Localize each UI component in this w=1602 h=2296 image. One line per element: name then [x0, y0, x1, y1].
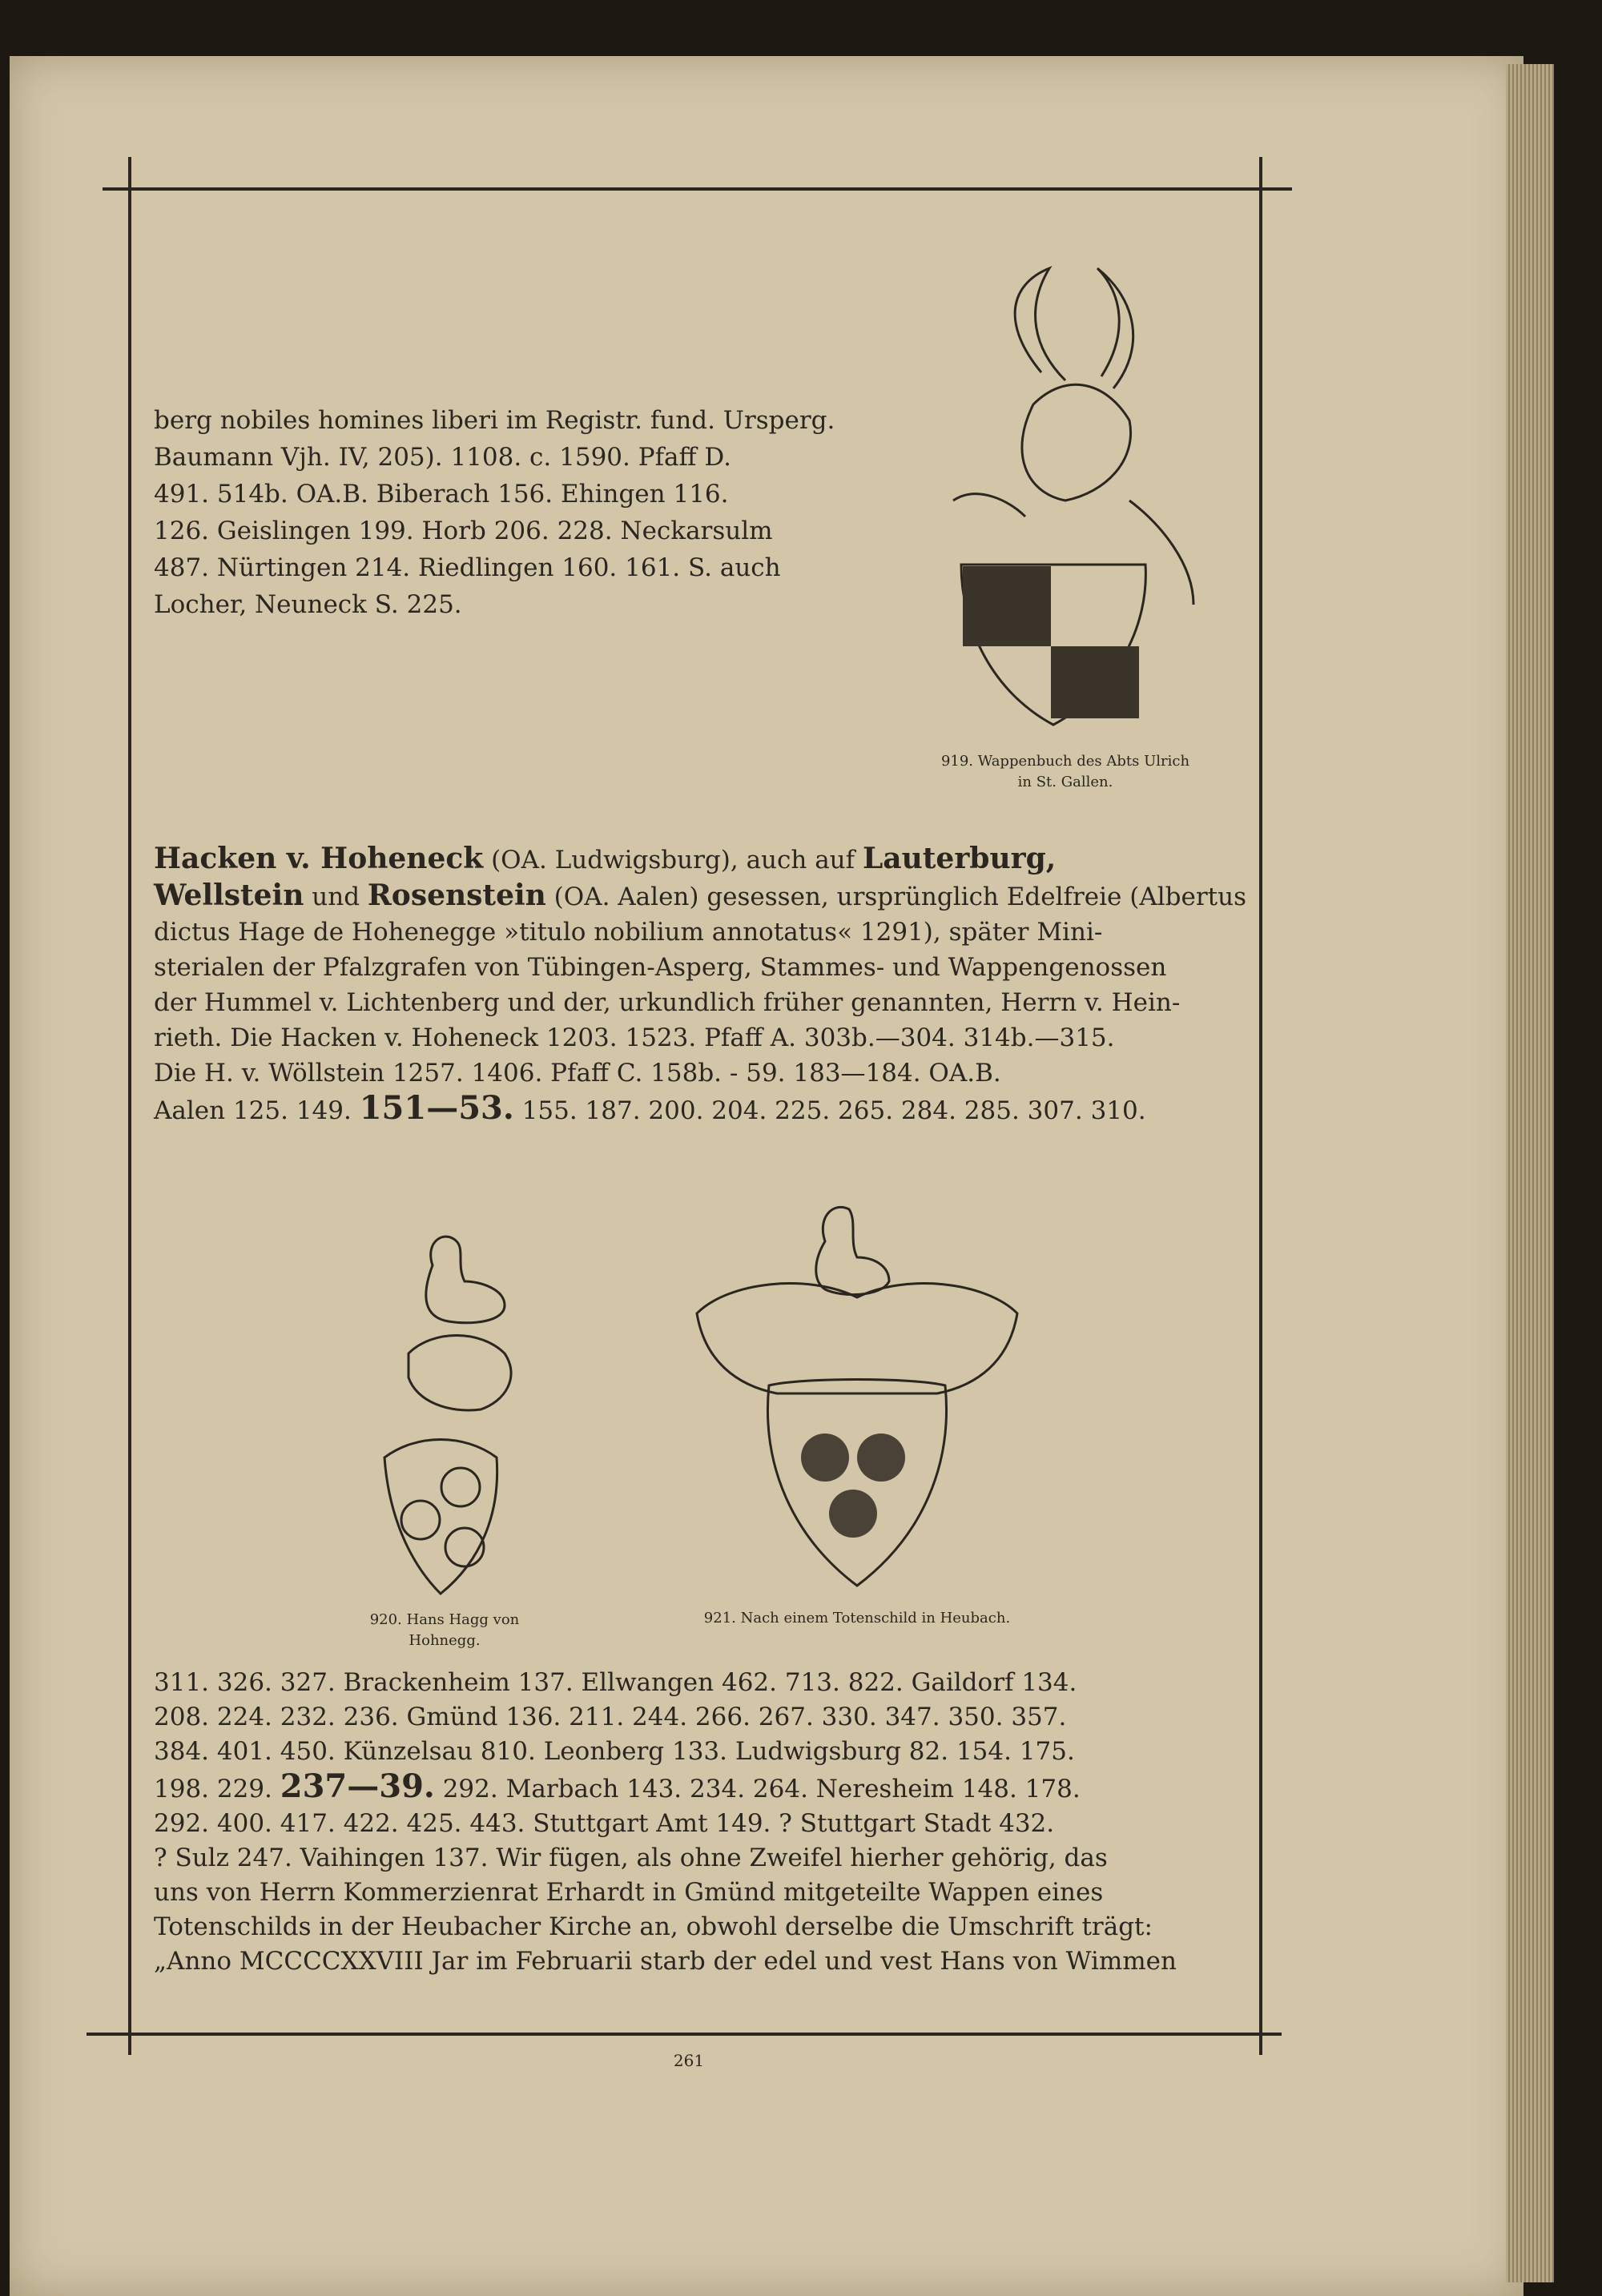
text-line: Die H. v. Wöllstein 1257. 1406. Pfaff C. 158b. - 59. 183—184. OA.B.	[154, 1059, 1001, 1088]
entry-bold-range: 237—39.	[280, 1767, 435, 1805]
text-line: „Anno MCCCCXXVIII Jar im Februarii starb der edel und vest Hans von Wimmen	[154, 1947, 1177, 1976]
page-edges	[1506, 64, 1554, 2282]
page-number: 261	[673, 2051, 705, 2070]
caption-line: 919. Wappenbuch des Abts Ulrich	[940, 753, 1190, 770]
entry-place: Wellstein	[154, 879, 304, 912]
entry-bold-range: 151—53.	[359, 1089, 514, 1127]
caption-line: in St. Gallen.	[1017, 774, 1113, 790]
text-line: berg nobiles homines liberi im Registr. fund. Ursperg.	[154, 406, 835, 435]
entry-text: 292. Marbach 143. 234. 264. Neresheim 148. 178.	[434, 1775, 1081, 1803]
text-line: dictus Hage de Hohenegge »titulo nobilium annotatus« 1291), später Mini-	[154, 918, 1103, 947]
text-line: 384. 401. 450. Künzelsau 810. Leonberg 133. Ludwigsburg 82. 154. 175.	[154, 1737, 1075, 1766]
figure-921-caption	[641, 1608, 1073, 1629]
frame-top-rule	[103, 187, 1292, 191]
entry-text: (OA. Aalen) gesessen, ursprünglich Edelfreie (Albertus	[545, 883, 1246, 911]
paragraph-bottom	[154, 1666, 1177, 1979]
text-line: 292. 400. 417. 422. 425. 443. Stuttgart Amt 149. ? Stuttgart Stadt 432.	[154, 1809, 1055, 1838]
entry-text: 155. 187. 200. 204. 225. 265. 284. 285. 307. 310.	[513, 1096, 1146, 1125]
caption-line: Hohnegg.	[409, 1632, 481, 1649]
text-line: 208. 224. 232. 236. Gmünd 136. 211. 244. 266. 267. 330. 347. 350. 357.	[154, 1703, 1067, 1731]
coat-of-arms-921	[665, 1177, 1049, 1602]
text-line: ? Sulz 247. Vaihingen 137. Wir fügen, als ohne Zweifel hierher gehörig, das	[154, 1844, 1108, 1872]
entry-text: und	[304, 883, 368, 911]
text-line: 491. 514b. OA.B. Biberach 156. Ehingen 116.	[154, 480, 729, 509]
caption-line: 921. Nach einem Totenschild in Heubach.	[703, 1610, 1011, 1627]
text-line: Baumann Vjh. IV, 205). 1108. c. 1590. Pfaff D.	[154, 443, 732, 472]
caption-line: 920. Hans Hagg von	[369, 1611, 520, 1628]
text-line: 487. Nürtingen 214. Riedlingen 160. 161. S. auch	[154, 553, 781, 582]
coat-of-arms-919	[905, 260, 1226, 741]
entry-hacken	[154, 841, 1246, 1128]
entry-text: 198. 229.	[154, 1775, 280, 1803]
entry-place: Lauterburg,	[862, 842, 1057, 875]
entry-heading: Hacken v. Hoheneck	[154, 842, 484, 875]
text-line: Locher, Neuneck S. 225.	[154, 590, 462, 619]
text-line: rieth. Die Hacken v. Hoheneck 1203. 1523. Pfaff A. 303b.—304. 314b.—315.	[154, 1023, 1115, 1052]
text-line: Totenschilds in der Heubacher Kirche an, obwohl derselbe die Umschrift trägt:	[154, 1912, 1153, 1941]
entry-place: Rosenstein	[367, 879, 546, 912]
frame-right-rule	[1259, 157, 1262, 2055]
entry-text: (OA. Ludwigsburg), auch auf	[483, 846, 863, 875]
text-line: der Hummel v. Lichtenberg und der, urkundlich früher genannten, Herrn v. Hein-	[154, 988, 1181, 1017]
text-line: sterialen der Pfalzgrafen von Tübingen-Asperg, Stammes- und Wappengenossen	[154, 953, 1167, 982]
paragraph-top	[154, 402, 835, 623]
text-line: 126. Geislingen 199. Horb 206. 228. Neckarsulm	[154, 517, 773, 545]
coat-of-arms-920	[344, 1217, 561, 1610]
text-line: uns von Herrn Kommerzienrat Erhardt in Gmünd mitgeteilte Wappen eines	[154, 1878, 1104, 1907]
entry-text: Aalen 125. 149.	[154, 1096, 360, 1125]
text-line: 311. 326. 327. Brackenheim 137. Ellwangen 462. 713. 822. Gaildorf 134.	[154, 1668, 1077, 1697]
frame-bottom-rule	[87, 2033, 1282, 2036]
frame-left-rule	[128, 157, 131, 2055]
figure-919-caption	[897, 751, 1234, 793]
figure-920-caption	[312, 1610, 577, 1651]
